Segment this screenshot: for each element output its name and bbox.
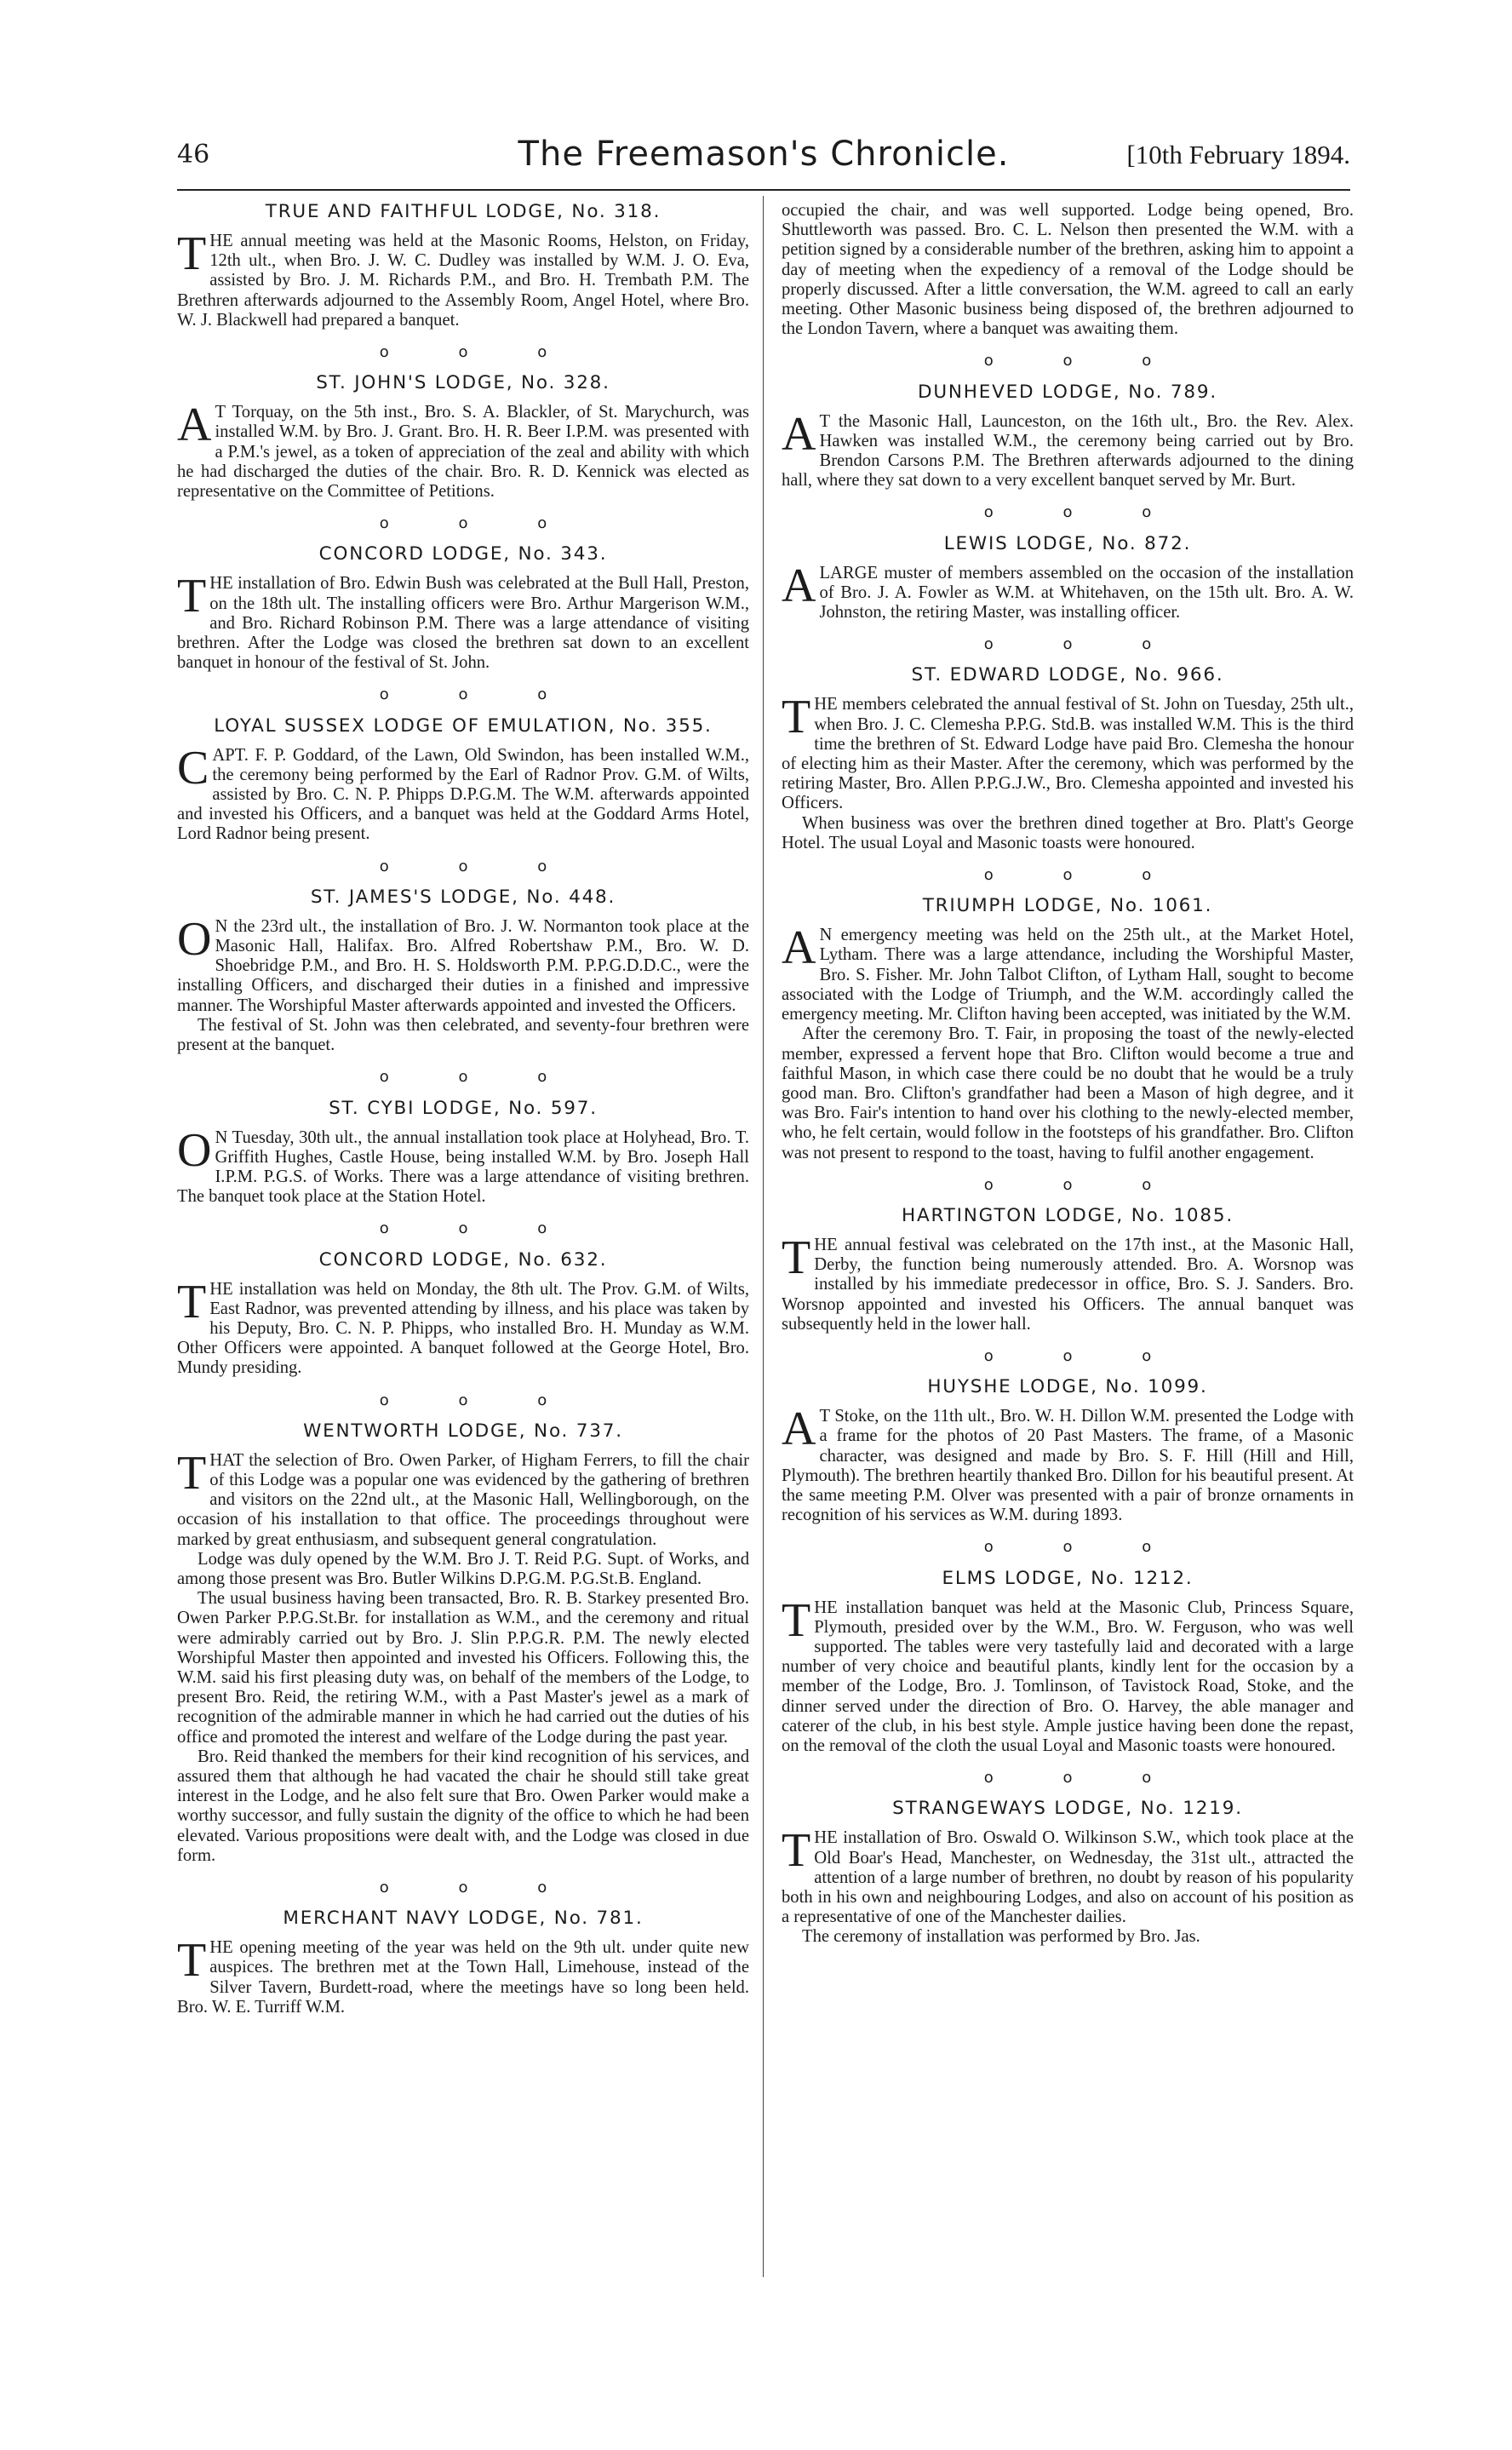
paragraph-text: HE opening meeting of the year was held on the 9th ult. under quite new auspices. The brethren met at the Town Hall, Limehouse, instead of the Silver Tavern, Burdett-road, where the meetings have so long been held. Bro. W. E. Turriff W.M.: [177, 1938, 749, 2017]
article-heading: HUYSHE LODGE, No. 1099.: [927, 1376, 1208, 1398]
paragraph-text: When business was over the brethren dined together at Bro. Platt's George Hotel. The usual Loyal and Masonic toasts were honoured.: [782, 813, 1354, 852]
article-triumph-lodge-no-1061: [782, 895, 1354, 1162]
paragraph-text: N emergency meeting was held on the 25th ult., at the Market Hotel, Lytham. There was a large attendance, including the Worshipful Master, Bro. S. Fisher. Mr. John Talbot Clifton, of Lytham Hall, sought to become associated with the Lodge of Triumph, and the W.M. accordingly called the emergency meeting. Mr. Clifton having been accepted, was initiated by the W.M.: [782, 926, 1354, 1024]
article-heading: WENTWORTH LODGE, No. 737.: [303, 1420, 623, 1442]
paragraph-text: The festival of St. John was then celebrated, and seventy-four brethren were present at the banquet.: [177, 1015, 749, 1055]
drop-cap: T: [782, 1824, 811, 1878]
drop-cap: T: [177, 1275, 207, 1328]
article-heading: CONCORD LODGE, No. 632.: [318, 1248, 608, 1271]
article-paragraph: [177, 1123, 749, 1208]
masthead: [177, 135, 1350, 186]
column-divider: [763, 196, 764, 2277]
section-ornament: o o o: [983, 352, 1184, 370]
paragraph-text: APT. F. P. Goddard, of the Lawn, Old Swindon, has been installed W.M., the ceremony being performed by the Earl of Radnor Prov. G.M. of Wilts, assisted by Bro. C. N. P. Phipps D.P.G.M. The W.M. afterwards appointed and invested his Officers, and a banquet was held at the Goddard Arms Hotel, Lord Radnor being present.: [177, 745, 749, 844]
article-paragraph: [782, 1593, 1354, 1757]
paragraph-text: LARGE muster of members assembled on the occasion of the installation of Bro. J. A. Fowler as W.M. at Whitehaven, on the 15th ult. Bro. A. W. Johnston, the retiring Master, was installing officer.: [819, 563, 1354, 623]
article-lewis-lodge-no-872: [782, 533, 1354, 623]
paragraph-text: HE annual festival was celebrated on the 17th inst., at the Masonic Hall, Derby, the function being numerously attended. Bro. A. Worsnop was installed by his immediate predecessor in office, Bro. S. J. Sanders. Bro. Worsnop appointed and invested his Officers. The annual banquet was subsequently held in the lower hall.: [782, 1235, 1354, 1334]
drop-cap: T: [177, 570, 207, 623]
section-ornament: o o o: [983, 1175, 1184, 1194]
section-ornament: o o o: [379, 1068, 580, 1087]
section-ornament: o o o: [379, 857, 580, 875]
section-ornament: o o o: [379, 1391, 580, 1409]
article-paragraph: [782, 691, 1354, 813]
article-heading: MERCHANT NAVY LODGE, No. 781.: [283, 1908, 644, 1930]
article-paragraph: [177, 1016, 749, 1055]
paragraph-text: HE installation of Bro. Oswald O. Wilkinson S.W., which took place at the Old Boar's Head, Manchester, on Wednesday, the 31st ult., attracted the attention of a large number of brethren, no doubt by reason of his popularity both in his own and neighbouring Lodges, and also on account of his position as a representative of one of the Manchester dailies.: [782, 1828, 1354, 1927]
drop-cap: T: [782, 1231, 811, 1284]
article-elms-lodge-no-1212: [782, 1568, 1354, 1757]
article-heading: CONCORD LODGE, No. 343.: [318, 543, 608, 565]
article-dunheved-lodge-no-789: [782, 382, 1354, 491]
article-heading: ST. JOHN'S LODGE, No. 328.: [316, 372, 610, 394]
paragraph-text: HE annual meeting was held at the Masonic Rooms, Helston, on Friday, 12th ult., when Bro. J. W. C. Dudley was installed by W.M. J. O. Eva, assisted by Bro. J. M. Richards P.M., and Bro. H. Trembath P.M. The Brethren afterwards adjourned to the Assembly Room, Angel Hotel, where Bro. W. J. Blackwell had prepared a banquet.: [177, 232, 749, 330]
article-merchant-navy-lodge-no-781: [177, 1908, 749, 2017]
article-heading: LEWIS LODGE, No. 872.: [943, 532, 1192, 554]
article-paragraph: [177, 1446, 749, 1550]
drop-cap: O: [177, 1123, 212, 1177]
paragraph-text: N the 23rd ult., the installation of Bro. J. W. Normanton took place at the Masonic Hall, Halifax. Bro. Alfred Robertshaw P.M., Bro. W. D. Shoebridge P.M., and Bro. H. S. Holdsworth P.M. P.P.G.D.D.C., were the installing Officers, and discharged their duties in a finished and impressive manner. The Worshipful Master afterwards appointed and invested the Officers.: [177, 916, 749, 1015]
section-ornament: o o o: [983, 1346, 1184, 1365]
drop-cap: T: [177, 1934, 207, 1988]
page-number: 46: [177, 140, 210, 169]
article-concord-lodge-no-632: [177, 1249, 749, 1379]
article-paragraph: [782, 407, 1354, 491]
paragraph-text: The usual business having been transacted, Bro. R. B. Starkey presented Bro. Owen Parker P.P.G.St.Br. for installation as W.M., and the ceremony and ritual were admirably carried out by Bro. J. Slin P.P.G.R. P.M. The newly elected Worshipful Master then appointed and invested his Officers. Following this, the W.M. said his first pleasing duty was, on behalf of the members of the Lodge, to present Bro. Reid, the retiring W.M., with a Past Master's jewel as a mark of recognition of the admirable manner in which he had carried out the duties of his office and promoted the interest and welfare of the Lodge during the past year.: [177, 1589, 749, 1747]
article-paragraph: [177, 1747, 749, 1866]
article-heading: ELMS LODGE, No. 1212.: [942, 1567, 1194, 1589]
section-ornament: o o o: [983, 1769, 1184, 1787]
article-st-james-s-lodge-no-448: [177, 886, 749, 1055]
section-ornament: o o o: [379, 1219, 580, 1238]
article-paragraph: [782, 921, 1354, 1024]
paragraph-text: HAT the selection of Bro. Owen Parker, of Higham Ferrers, to fill the chair of this Lodge was a popular one was evidenced by the gathering of brethren and visitors on the 22nd ult., at the Masonic Hall, Wellingborough, on the occasion of his installation to that office. The proceedings throughout were marked by great enthusiasm, and subsequent general congratulation.: [177, 1450, 749, 1549]
section-ornament: o o o: [983, 866, 1184, 885]
header-rule: [177, 189, 1350, 191]
article-paragraph: [177, 399, 749, 502]
drop-cap: A: [782, 559, 816, 612]
paragraph-text: HE members celebrated the annual festival of St. John on Tuesday, 25th ult., when Bro. J. C. Clemesha P.P.G. Std.B. was installed W.M. This is the third time the brethren of St. Edward Lodge have paid Bro. Clemesha the honour of electing him as their Master. After the ceremony, which was performed by the retiring Master, Bro. Allen P.P.G.J.W., Bro. Clemesha appointed and invested his Officers.: [782, 695, 1354, 813]
article-st-john-s-lodge-no-328: [177, 372, 749, 502]
paragraph-text: T Torquay, on the 5th inst., Bro. S. A. Blackler, of St. Marychurch, was installed W.M. by Bro. J. Grant. Bro. H. R. Beer I.P.M. was presented with a P.M.'s jewel, as a token of appreciation of the zeal and ability with which he had discharged the duties of the chair. Bro. R. D. Kennick was elected as representative on the Committee of Petitions.: [177, 403, 749, 502]
article-heading: DUNHEVED LODGE, No. 789.: [917, 381, 1217, 403]
paragraph-text: After the ceremony Bro. T. Fair, in proposing the toast of the newly-elected member, expressed a fervent hope that Bro. Clifton would become a true and faithful Mason, in which case there could be no doubt that he would be a truly good man. Bro. Clifton's grandfather had been a Mason of high degree, and it was Bro. Fair's intention to hand over his clothing to the newly-elected member, who, he felt certain, would follow in the footsteps of his grandfather. Bro. Clifton was not present to respond to the toast, having to fulfil another engagement.: [782, 1024, 1354, 1162]
article-hartington-lodge-no-1085: [782, 1205, 1354, 1334]
section-ornament: o o o: [379, 343, 580, 362]
article-true-and-faithful-lodge-no-318: [177, 201, 749, 330]
drop-cap: O: [177, 912, 212, 966]
section-ornament: o o o: [983, 635, 1184, 654]
article-huyshe-lodge-no-1099: [782, 1376, 1354, 1525]
paragraph-text: The ceremony of installation was performed by Bro. Jas.: [802, 1927, 1200, 1947]
article-paragraph: [177, 741, 749, 845]
paragraph-text: HE installation banquet was held at the Masonic Club, Princess Square, Plymouth, presided over by the W.M., Bro. W. Ferguson, who was well supported. The tables were very tastefully laid and decorated with a large number of very choice and beautiful plants, kindly lent for the occasion by a member of the Lodge, Bro. J. Tomlinson, of Tavistock Road, Stoke, and the dinner served under the direction of Bro. O. Harvey, the able manager and caterer of the club, in his best style. Ample justice having been done the repast, on the removal of the cloth the usual Loyal and Masonic toasts were honoured.: [782, 1598, 1354, 1755]
article-heading: LOYAL SUSSEX LODGE OF EMULATION, No. 355.: [214, 714, 713, 737]
article-paragraph: [782, 1024, 1354, 1162]
section-ornament: o o o: [983, 503, 1184, 522]
article-st-edward-lodge-no-966: [782, 664, 1354, 853]
paragraph-text: T Stoke, on the 11th ult., Bro. W. H. Dillon W.M. presented the Lodge with a frame for the photos of 20 Past Masters. The frame, of a Masonic character, was designed and made by Bro. S. F. Hill (Hill and Hill, Plymouth). The brethren heartily thanked Bro. Dillon for his beautiful present. At the same meeting P.M. Olver was presented with a pair of bronze ornaments in recognition of his services as W.M. during 1893.: [782, 1407, 1354, 1525]
section-ornament: o o o: [379, 1879, 580, 1896]
article-paragraph: [782, 1824, 1354, 1927]
issue-date: [10th February 1894.: [1126, 140, 1350, 169]
paragraph-text: T the Masonic Hall, Launceston, on the 16th ult., Bro. the Rev. Alex. Hawken was installed W.M., the ceremony being carried out by Bro. Brendon Carsons P.M. The Brethren afterwards adjourned to the dining hall, where they sat down to a very excellent banquet served by Mr. Burt.: [782, 411, 1354, 491]
article-concord-lodge-no-343: [177, 543, 749, 673]
article-paragraph: [177, 912, 749, 1016]
paragraph-text: HE installation of Bro. Edwin Bush was celebrated at the Bull Hall, Preston, on the 18th ult. The installing officers were Bro. Arthur Margerison W.M., and Bro. Richard Robinson P.M. There was a large attendance of visiting brethren. After the Lodge was closed the brethren sat down to an excellent banquet in honour of the festival of St. John.: [177, 574, 749, 673]
continuation-paragraph: occupied the chair, and was well supported. Lodge being opened, Bro. Shuttleworth was passed. Bro. C. L. Nelson then presented the W.M. with a petition signed by a considerable number of the brethren, asking him to appoint a day of meeting when the expediency of a removal of the Lodge should be properly discussed. After a little conversation, the W.M. agreed to call an early meeting. Other Masonic business being disposed of, the brethren adjourned to the London Tavern, where a banquet was awaiting them.: [782, 201, 1354, 339]
section-ornament: o o o: [379, 686, 580, 704]
paragraph-text: HE installation was held on Monday, the 8th ult. The Prov. G.M. of Wilts, East Radnor, was prevented attending by illness, and his place was taken by his Deputy, Bro. C. N. P. Phipps, who installed Bro. H. Munday as W.M. Other Officers were appointed. A banquet followed at the George Hotel, Bro. Mundy presiding.: [177, 1279, 749, 1378]
drop-cap: T: [177, 1446, 207, 1500]
article-paragraph: [782, 1927, 1354, 1947]
drop-cap: A: [177, 399, 212, 452]
drop-cap: C: [177, 741, 209, 795]
article-heading: TRUE AND FAITHFUL LODGE, No. 318.: [265, 201, 662, 222]
section-ornament: o o o: [379, 514, 580, 533]
article-loyal-sussex-lodge-of-emulation-no-355: [177, 715, 749, 845]
drop-cap: T: [177, 227, 207, 280]
article-st-cybi-lodge-no-597: [177, 1098, 749, 1208]
article-paragraph: [782, 1403, 1354, 1525]
article-paragraph: [782, 559, 1354, 623]
paragraph-text: N Tuesday, 30th ult., the annual installation took place at Holyhead, Bro. T. Griffith Hughes, Castle House, being installed W.M. by Bro. Joseph Hall I.P.M. P.G.S. of Works. There was a large attendance of visiting brethren. The banquet took place at the Station Hotel.: [177, 1127, 749, 1207]
article-heading: TRIUMPH LODGE, No. 1061.: [922, 895, 1213, 917]
article-heading: ST. EDWARD LODGE, No. 966.: [911, 664, 1224, 686]
article-paragraph: [177, 1934, 749, 2017]
article-paragraph: [177, 1589, 749, 1747]
drop-cap: A: [782, 921, 816, 975]
article-paragraph: [177, 1550, 749, 1589]
article-strangeways-lodge-no-1219: [782, 1798, 1354, 1947]
paragraph-text: Bro. Reid thanked the members for their kind recognition of his services, and assured them that although he had vacated the chair he should still take great interest in the Lodge, and he also felt sure that Bro. Owen Parker would make a worthy successor, and fully sustain the dignity of the office to which he had been elevated. Various propositions were dealt with, and the Lodge was closed in due form.: [177, 1747, 749, 1865]
page-title: The Freemason's Chronicle.: [518, 135, 1010, 174]
drop-cap: A: [782, 407, 816, 461]
article-heading: STRANGEWAYS LODGE, No. 1219.: [892, 1798, 1243, 1820]
article-paragraph: [177, 570, 749, 673]
paragraph-text: Lodge was duly opened by the W.M. Bro J. T. Reid P.G. Supt. of Works, and among those present was Bro. Butler Wilkins D.P.G.M. P.G.St.B. England.: [177, 1549, 749, 1588]
article-paragraph: [177, 1275, 749, 1379]
article-heading: ST. CYBI LODGE, No. 597.: [329, 1097, 598, 1119]
article-heading: HARTINGTON LODGE, No. 1085.: [902, 1204, 1234, 1226]
left-column: [177, 201, 749, 2017]
drop-cap: T: [782, 691, 811, 744]
article-paragraph: [782, 1231, 1354, 1334]
right-column: [782, 201, 1354, 1948]
article-wentworth-lodge-no-737: [177, 1420, 749, 1866]
drop-cap: T: [782, 1593, 811, 1647]
article-paragraph: [177, 227, 749, 330]
drop-cap: A: [782, 1403, 816, 1456]
article-heading: ST. JAMES'S LODGE, No. 448.: [310, 886, 616, 908]
section-ornament: o o o: [983, 1538, 1184, 1557]
article-paragraph: [782, 814, 1354, 853]
